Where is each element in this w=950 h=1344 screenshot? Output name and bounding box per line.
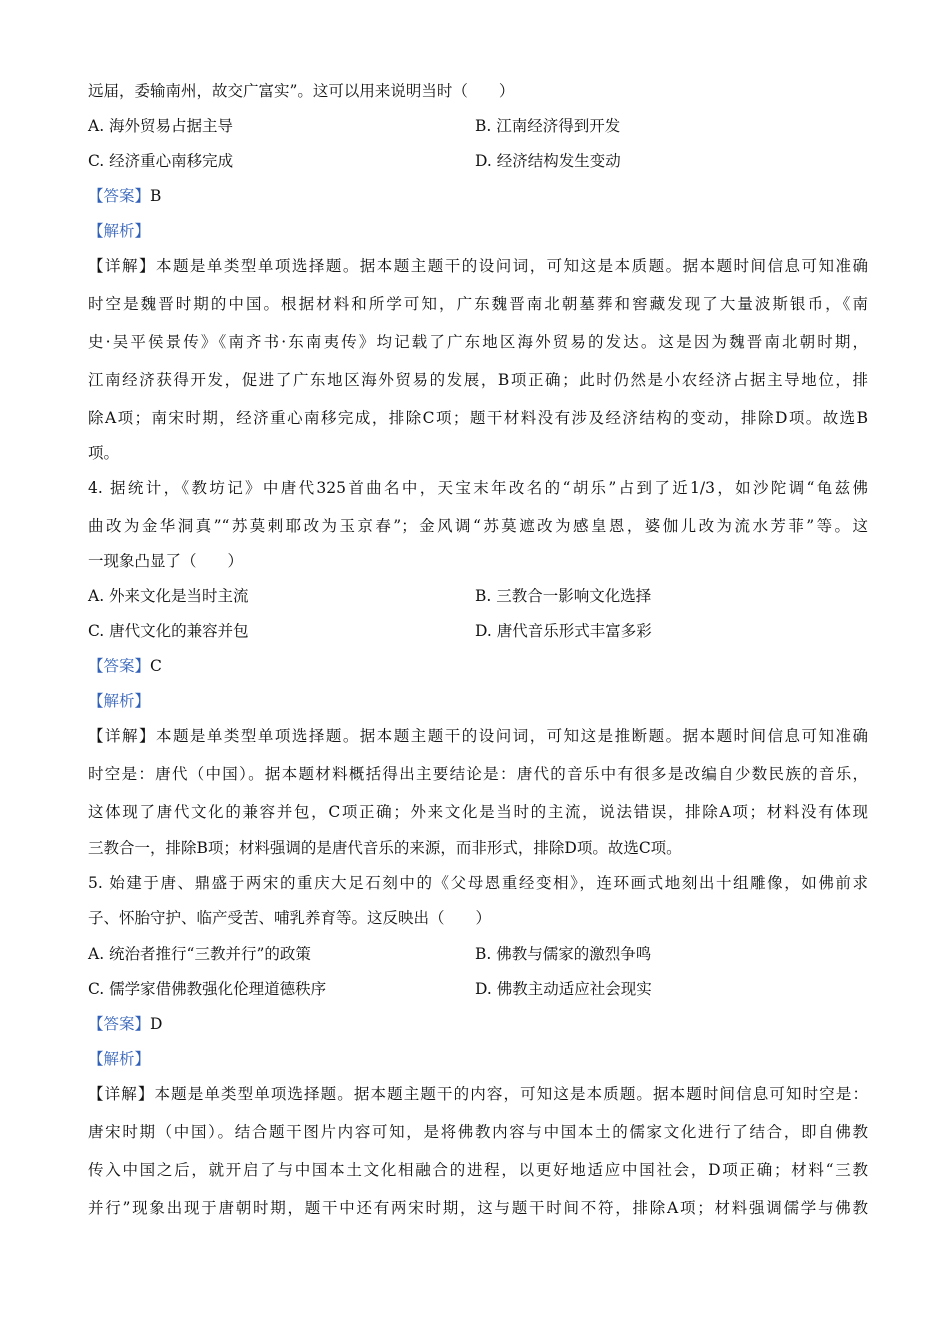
q5-option-d: D. 佛教主动适应社会现实 <box>475 980 652 998</box>
q4-detail-tag: 【详解】 <box>88 727 156 745</box>
q3-analysis-label: 【解析】 <box>88 222 151 240</box>
q5-answer-value: D <box>150 1015 163 1033</box>
q4-analysis-tag <box>88 691 868 711</box>
q4-detail-line-1 <box>88 726 868 746</box>
q5-option-c: C. 儒学家借佛教强化伦理道德秩序 <box>88 980 327 998</box>
q3-detail-line-6: 项。 <box>88 444 120 462</box>
q5-answer-line <box>88 1014 868 1034</box>
q5-analysis-tag <box>88 1049 868 1069</box>
q3-analysis-tag <box>88 221 868 241</box>
q3-detail-line-1 <box>88 256 868 276</box>
q4-answer-line <box>88 656 868 676</box>
q5-detail-line-4: 并行”现象出现于唐朝时期，题干中还有两宋时期，这与题干时间不符，排除A项；材料强调儒学与佛教 <box>88 1199 868 1217</box>
q5-detail-line-1 <box>88 1084 868 1104</box>
q3-detail-line-3: 史·吴平侯景传》《南齐书·东南夷传》均记载了广东地区海外贸易的发达。这是因为魏晋南北朝时期， <box>88 333 868 351</box>
q4-stem-line-2: 曲改为金华洞真”“苏莫剌耶改为玉京春”；金风调“苏莫遮改为感皇恩，婆伽儿改为流水芳菲”等。这 <box>88 517 868 535</box>
q3-answer-tag: 【答案】 <box>88 187 151 205</box>
q5-detail-text-1: 本题是单类型单项选择题。据本题主题干的内容，可知这是本质题。据本题时间信息可知时空是： <box>154 1085 868 1103</box>
q3-detail-tag: 【详解】 <box>88 257 156 275</box>
q5-stem-line-1: 5. 始建于唐、鼎盛于两宋的重庆大足石刻中的《父母恩重经变相》，连环画式地刻出十组雕像，如佛前求 <box>88 874 868 892</box>
q4-detail-line-3: 这体现了唐代文化的兼容并包，C项正确；外来文化是当时的主流，说法错误，排除A项；材料没有体现 <box>88 803 868 821</box>
q4-detail-line-4: 三教合一，排除B项；材料强调的是唐代音乐的来源，而非形式，排除D项。故选C项。 <box>88 839 682 857</box>
q3-detail-line-5: 除A项；南宋时期，经济重心南移完成，排除C项；题干材料没有涉及经济结构的变动，排除D项。故选B <box>88 409 868 427</box>
q5-detail-line-3: 传入中国之后，就开启了与中国本土文化相融合的进程，以更好地适应中国社会，D项正确；材料“三教 <box>88 1161 868 1179</box>
q4-option-b: B. 三教合一影响文化选择 <box>475 587 652 605</box>
q3-detail-line-4: 江南经济获得开发，促进了广东地区海外贸易的发展，B项正确；此时仍然是小农经济占据主导地位，排 <box>88 371 868 389</box>
q3-option-b: B. 江南经济得到开发 <box>475 117 621 135</box>
q4-option-a: A. 外来文化是当时主流 <box>88 587 249 605</box>
q5-detail-line-2: 唐宋时期（中国）。结合题干图片内容可知，是将佛教内容与中国本土的儒家文化进行了结合，即自佛教 <box>88 1123 868 1141</box>
q3-option-d: D. 经济结构发生变动 <box>475 152 621 170</box>
q3-answer-line <box>88 186 868 206</box>
q3-stem-tail: 远届，委输南州，故交广富实”。这可以用来说明当时（ ） <box>88 82 515 100</box>
q3-detail-text-1: 本题是单类型单项选择题。据本题主题干的设问词，可知这是本质题。据本题时间信息可知准确 <box>155 257 868 275</box>
q5-answer-tag: 【答案】 <box>88 1015 151 1033</box>
q4-option-c: C. 唐代文化的兼容并包 <box>88 622 249 640</box>
q4-answer-tag: 【答案】 <box>88 657 151 675</box>
q5-analysis-label: 【解析】 <box>88 1050 151 1068</box>
q5-option-b: B. 佛教与儒家的激烈争鸣 <box>475 945 652 963</box>
q4-analysis-label: 【解析】 <box>88 692 151 710</box>
q4-detail-text-1: 本题是单类型单项选择题。据本题主题干的设问词，可知这是推断题。据本题时间信息可知准确 <box>155 727 868 745</box>
q4-answer-value: C <box>150 657 162 675</box>
q3-detail-line-2: 时空是魏晋时期的中国。根据材料和所学可知，广东魏晋南北朝墓葬和窖藏发现了大量波斯银币，《南 <box>88 295 868 313</box>
q4-option-d: D. 唐代音乐形式丰富多彩 <box>475 622 652 640</box>
q4-detail-line-2: 时空是：唐代（中国）。据本题材料概括得出主要结论是：唐代的音乐中有很多是改编自少数民族的音乐， <box>88 765 868 783</box>
q5-option-a: A. 统治者推行“三教并行”的政策 <box>88 945 311 963</box>
q4-stem-line-3: 一现象凸显了（ ） <box>88 552 244 570</box>
q3-answer-value: B <box>150 187 162 205</box>
q4-stem-line-1: 4. 据统计，《教坊记》中唐代325首曲名中，天宝末年改名的“胡乐”占到了近1/3，如沙陀调“龟兹佛 <box>88 479 868 497</box>
q3-option-a: A. 海外贸易占据主导 <box>88 117 234 135</box>
q5-detail-tag: 【详解】 <box>88 1085 155 1103</box>
q3-option-c: C. 经济重心南移完成 <box>88 152 234 170</box>
q5-stem-line-2: 子、怀胎守护、临产受苦、哺乳养育等。这反映出（ ） <box>88 909 492 927</box>
